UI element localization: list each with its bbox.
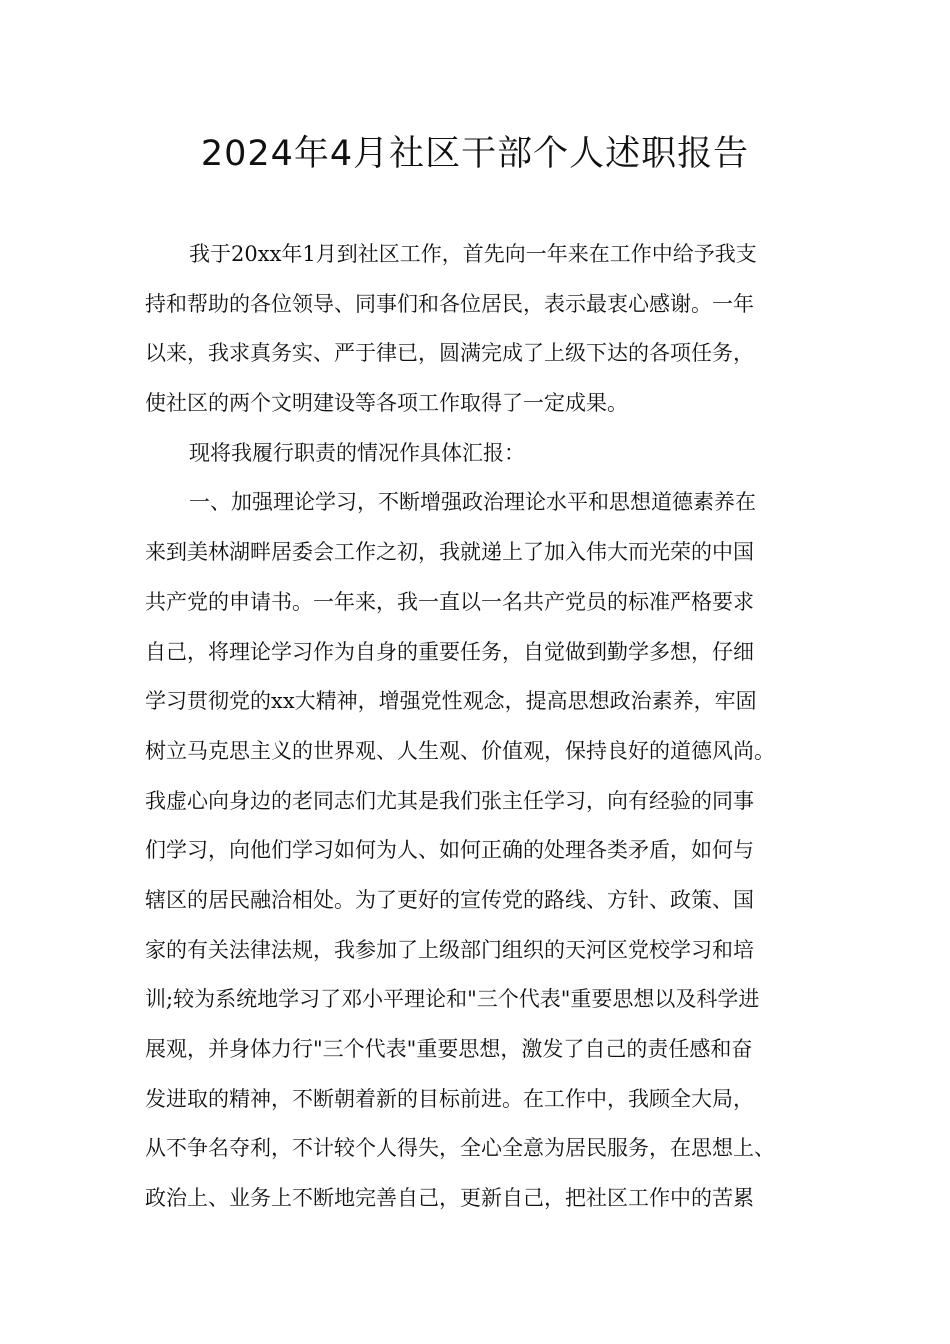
paragraph-line: 训;较为系统地学习了邓小平理论和"三个代表"重要思想以及科学进	[145, 987, 760, 1012]
paragraph-line: 来到美林湖畔居委会工作之初，我就递上了加入伟大而光荣的中国	[145, 540, 754, 565]
paragraph-line: 持和帮助的各位领导、同事们和各位居民，表示最衷心感谢。一年	[145, 291, 754, 316]
paragraph-line: 我虚心向身边的老同志们尤其是我们张主任学习，向有经验的同事	[145, 788, 754, 813]
paragraph-line: 一、加强理论学习，不断增强政治理论水平和思想道德素养在	[189, 490, 756, 515]
document-body	[145, 230, 835, 1224]
paragraph-line: 以来，我求真务实、严于律已，圆满完成了上级下达的各项任务，	[145, 341, 754, 366]
paragraph-line: 树立马克思主义的世界观、人生观、价值观，保持良好的道德风尚。	[145, 738, 775, 763]
paragraph-line: 家的有关法律法规，我参加了上级部门组织的天河区党校学习和培	[145, 937, 754, 962]
paragraph-line: 自己，将理论学习作为自身的重要任务，自觉做到勤学多想，仔细	[145, 639, 754, 664]
paragraph-line: 从不争名夺利，不计较个人得失，全心全意为居民服务，在思想上、	[145, 1136, 775, 1161]
paragraph-line: 我于20xx年1月到社区工作，首先向一年来在工作中给予我支	[189, 242, 757, 266]
paragraph-line: 现将我履行职责的情况作具体汇报：	[189, 440, 525, 465]
paragraph-line: 发进取的精神，不断朝着新的目标前进。在工作中，我顾全大局，	[145, 1086, 754, 1111]
paragraph-line: 共产党的申请书。一年来，我一直以一名共产党员的标准严格要求	[145, 589, 754, 614]
document-title: 2024年4月社区干部个人述职报告	[200, 134, 750, 174]
paragraph-line: 展观，并身体力行"三个代表"重要思想，激发了自己的责任感和奋	[145, 1037, 753, 1061]
paragraph-line: 们学习，向他们学习如何为人、如何正确的处理各类矛盾，如何与	[145, 838, 754, 863]
paragraph-line: 辖区的居民融洽相处。为了更好的宣传党的路线、方针、政策、国	[145, 887, 754, 912]
paragraph-line: 学习贯彻党的xx大精神，增强党性观念，提高思想政治素养，牢固	[145, 689, 757, 714]
paragraph-line: 政治上、业务上不断地完善自己，更新自己，把社区工作中的苦累	[145, 1186, 754, 1211]
paragraph-line: 使社区的两个文明建设等各项工作取得了一定成果。	[145, 391, 628, 416]
